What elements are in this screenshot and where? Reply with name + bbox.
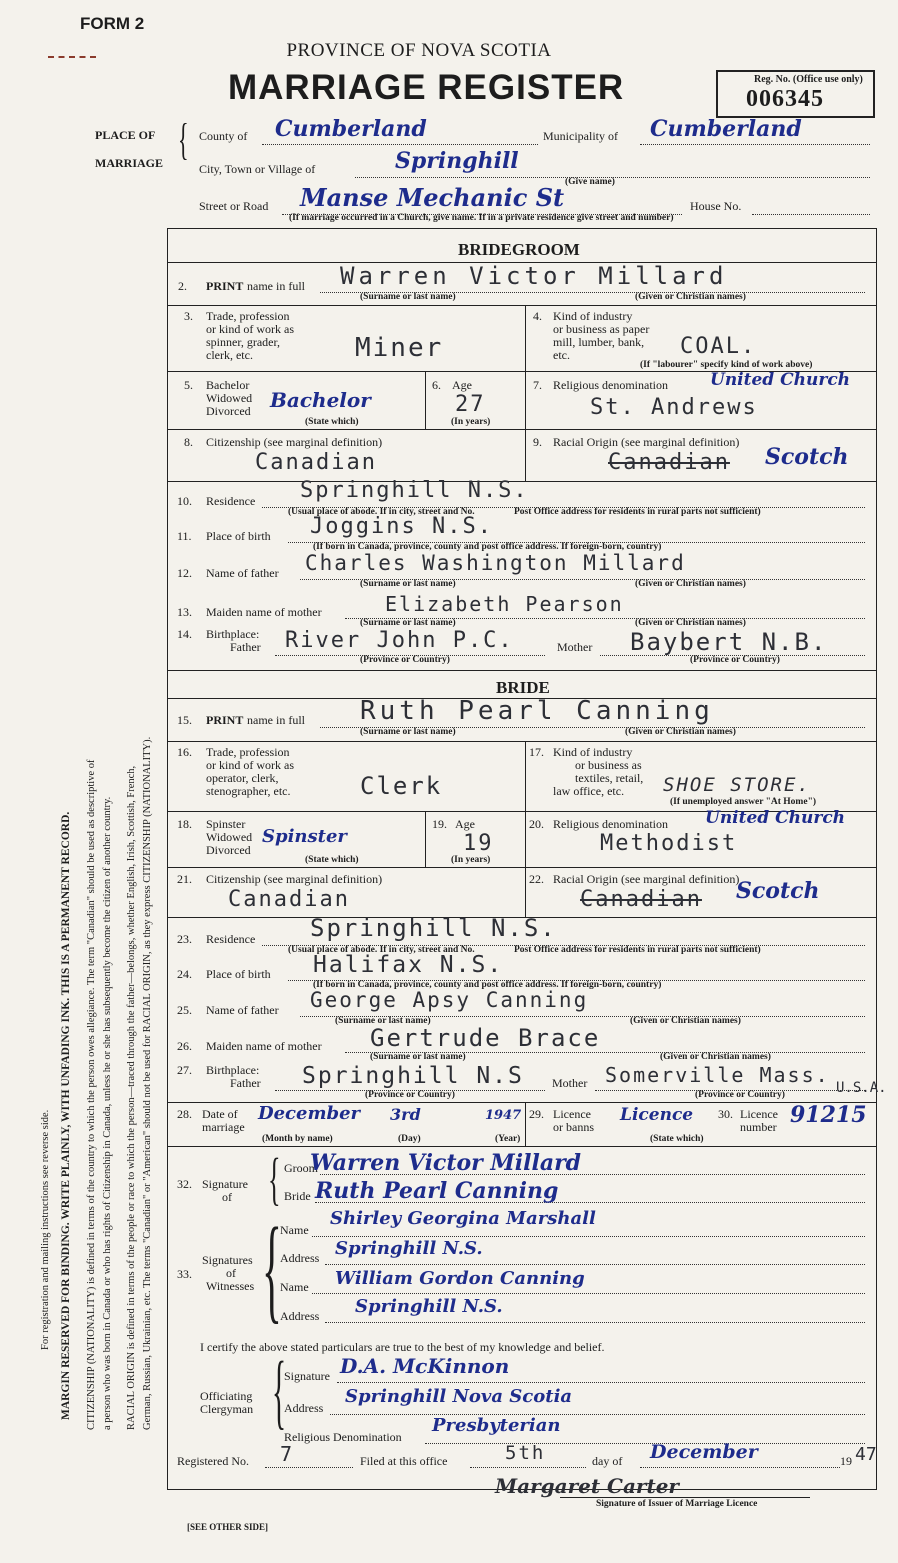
f28-number: 28. [177, 1107, 192, 1121]
groom-signature: Warren Victor Millard [310, 1150, 582, 1176]
day-caption: (Day) [398, 1134, 421, 1144]
f18-label-1: Spinster [206, 817, 246, 831]
margin-citizenship-2: a person who was born in Canada or who has rights of Citizenship in Canada, unless he or she has subsequently become the citizen of another country. [102, 796, 113, 1430]
clergy-label-2: Clergyman [200, 1402, 254, 1416]
f18-label-3: Divorced [206, 843, 251, 857]
street-value: Manse Mechanic St [300, 183, 565, 212]
f30-label-2: number [740, 1120, 777, 1134]
bride-origin: Scotch [736, 878, 820, 904]
f29-label-2: or banns [553, 1120, 594, 1134]
marriage-day: 3rd [390, 1105, 421, 1124]
f5-label-2: Widowed [206, 391, 253, 405]
clergy-denomination-label: Religious Denomination [284, 1430, 402, 1444]
f16-label-3: operator, clerk, [206, 771, 279, 785]
page-title: MARRIAGE REGISTER [228, 68, 625, 107]
give-name-caption: (Give name) [565, 177, 615, 187]
bride-given-caption: (Given or Christian names) [625, 727, 736, 737]
filed-year-prefix: 19 [840, 1454, 852, 1468]
f3-label-3: spinner, grader, [206, 335, 281, 349]
day-of-label: day of [592, 1454, 623, 1468]
groom-status: Bachelor [270, 388, 371, 412]
f9-number: 9. [533, 435, 542, 449]
f15-number: 15. [177, 713, 192, 727]
groom-father: Charles Washington Millard [305, 551, 686, 575]
issuer-signature: Margaret Carter [495, 1474, 679, 1498]
bride-mother-country: U.S.A. [836, 1080, 887, 1096]
w1-address-label: Address [280, 1251, 320, 1265]
filed-year: 47 [855, 1444, 877, 1465]
f10-number: 10. [177, 494, 192, 508]
f13-number: 13. [177, 605, 192, 619]
clergy-signature: D.A. McKinnon [340, 1354, 510, 1378]
f8-label: Citizenship (see marginal definition) [206, 435, 383, 449]
f8-number: 8. [184, 435, 193, 449]
f17-label-4: law office, etc. [553, 784, 625, 798]
year-caption: (Year) [495, 1134, 521, 1144]
groom-father-surname-caption: (Surname or last name) [360, 579, 456, 589]
bride-mother-surname-caption: (Surname or last name) [370, 1052, 466, 1062]
witness-brace: { [262, 1203, 282, 1334]
f17-label-2: or business as [575, 758, 642, 772]
f2-label-bold: PRINT [206, 279, 244, 293]
bride-denomination: Methodist [600, 831, 738, 856]
f4-number: 4. [533, 309, 542, 323]
f13-label: Maiden name of mother [206, 605, 322, 619]
margin-racial-2: German, Russian, Ukrainian, etc. The terms "Canadian" or "American" should not be used for RACIAL ORIGIN, as they express CITIZENSHIP (NATIONALITY). [142, 736, 153, 1430]
f17-number: 17. [529, 745, 544, 759]
clergy-address: Springhill Nova Scotia [345, 1386, 573, 1407]
bride-residence: Springhill N.S. [310, 914, 557, 942]
city-value: Springhill [395, 148, 519, 174]
groom-origin-struck: Canadian [608, 450, 730, 475]
f5-label-1: Bachelor [206, 378, 250, 392]
bride-po-caption: Post Office address for residents in rural parts not sufficient) [514, 945, 761, 955]
bride-mother-birthplace: Somerville Mass. [605, 1063, 830, 1087]
f32-label-1: Signature [202, 1177, 248, 1191]
f16-label-2: or kind of work as [206, 758, 294, 772]
f21-number: 21. [177, 872, 192, 886]
bride-mother-province-caption: (Province or Country) [695, 1090, 785, 1100]
bride-father-surname-caption: (Surname or last name) [335, 1016, 431, 1026]
groom-industry: COAL. [680, 334, 757, 359]
bride-mother: Gertrude Brace [370, 1024, 601, 1052]
bride-usual-caption: (Usual place of abode. If in city, street and No. [288, 945, 475, 955]
f28-label-2: marriage [202, 1120, 245, 1134]
groom-mother-surname-caption: (Surname or last name) [360, 618, 456, 628]
f14-label-2: Father [230, 640, 261, 654]
bride-born-caption: (If born in Canada, province, county and post office address. If foreign-born, country) [313, 980, 662, 990]
f14-number: 14. [177, 627, 192, 641]
f33-label-1: Signatures [202, 1253, 253, 1267]
filed-day: 5th [505, 1442, 546, 1464]
f28-label-1: Date of [202, 1107, 238, 1121]
see-other-side: [SEE OTHER SIDE] [187, 1522, 269, 1532]
f25-number: 25. [177, 1003, 192, 1017]
bride-state-which: (State which) [305, 855, 359, 865]
f24-number: 24. [177, 967, 192, 981]
bride-citizenship: Canadian [228, 887, 350, 912]
f12-number: 12. [177, 566, 192, 580]
f26-number: 26. [177, 1039, 192, 1053]
bride-industry: SHOE STORE. [663, 774, 811, 796]
w1-name-label: Name [280, 1223, 309, 1237]
f27-label-2: Father [230, 1076, 261, 1090]
marriage-year: 1947 [485, 1108, 522, 1123]
groom-mother-given-caption: (Given or Christian names) [635, 618, 746, 628]
f33-label-3: Witnesses [206, 1279, 255, 1293]
county-label: County of [199, 129, 248, 143]
margin-binding-notice: MARGIN RESERVED FOR BINDING. WRITE PLAINLY, WITH UNFADING INK. THIS IS A PERMANENT RECORD. [60, 811, 72, 1420]
f30-number: 30. [718, 1107, 733, 1121]
place-label-1: PLACE OF [95, 128, 156, 142]
f5-number: 5. [184, 378, 193, 392]
f25-label: Name of father [206, 1003, 279, 1017]
bride-origin-struck: Canadian [580, 887, 702, 912]
f18-number: 18. [177, 817, 192, 831]
f3-label-1: Trade, profession [206, 309, 290, 323]
groom-residence: Springhill N.S. [300, 478, 529, 503]
groom-mother-province-caption: (Province or Country) [690, 655, 780, 665]
margin-racial-1: RACIAL ORIGIN is defined in terms of the people or race to which the person—traced through the father—belongs, whether English, Irish, Scottish, French, [126, 765, 137, 1430]
clergy-sig-label: Signature [284, 1369, 330, 1383]
bride-status: Spinster [262, 826, 347, 847]
f26-label: Maiden name of mother [206, 1039, 322, 1053]
certify-statement: I certify the above stated particulars are true to the best of my knowledge and belief. [200, 1340, 605, 1354]
groom-father-birthplace: River John P.C. [285, 628, 514, 653]
f14-mother-label: Mother [557, 640, 593, 654]
f17-label-1: Kind of industry [553, 745, 633, 759]
bride-name: Ruth Pearl Canning [360, 696, 714, 726]
bride-birthplace: Halifax N.S. [313, 952, 504, 978]
f27-number: 27. [177, 1063, 192, 1077]
f6-label: Age [452, 378, 472, 392]
bride-father-province-caption: (Province or Country) [365, 1090, 455, 1100]
groom-origin: Scotch [765, 444, 849, 470]
f5-label-3: Divorced [206, 404, 251, 418]
groom-denomination-ink: United Church [710, 370, 851, 390]
groom-usual-caption: (Usual place of abode. If in city, street and No. [288, 507, 475, 517]
f32-number: 32. [177, 1177, 192, 1191]
f27-mother-label: Mother [552, 1076, 588, 1090]
f14-label-1: Birthplace: [206, 627, 260, 641]
f27-label-1: Birthplace: [206, 1063, 260, 1077]
bride-father-birthplace: Springhill N.S [302, 1063, 524, 1089]
licence-state-which: (State which) [650, 1134, 704, 1144]
form-number: FORM 2 [80, 14, 145, 33]
f29-label-1: Licence [553, 1107, 591, 1121]
bride-father-given-caption: (Given or Christian names) [630, 1016, 741, 1026]
f9-label: Racial Origin (see marginal definition) [553, 435, 740, 449]
f10-label: Residence [206, 494, 256, 508]
witness-2-address: Springhill N.S. [355, 1296, 503, 1317]
licence-type: Licence [620, 1105, 694, 1125]
clergy-address-label: Address [284, 1401, 324, 1415]
witness-1-address: Springhill N.S. [335, 1238, 483, 1259]
f7-label: Religious denomination [553, 378, 668, 392]
signature-brace: { [268, 1146, 281, 1211]
f24-label: Place of birth [206, 967, 271, 981]
labourer-caption: (If "labourer" specify kind of work above) [640, 360, 813, 370]
city-label: City, Town or Village of [199, 162, 316, 176]
f4-label-3: mill, lumber, bank, [553, 335, 645, 349]
licence-number: 91215 [790, 1102, 867, 1128]
province-heading: PROVINCE OF NOVA SCOTIA [286, 40, 552, 61]
filed-label: Filed at this office [360, 1454, 448, 1468]
f3-number: 3. [184, 309, 193, 323]
issuer-caption: Signature of Issuer of Marriage Licence [596, 1499, 758, 1509]
groom-age: 27 [455, 392, 486, 417]
witness-1-name: Shirley Georgina Marshall [330, 1208, 596, 1229]
house-label: House No. [690, 199, 742, 213]
f11-number: 11. [177, 529, 192, 543]
f15-label: name in full [247, 713, 305, 727]
bride-age: 19 [463, 831, 494, 856]
w2-address-label: Address [280, 1309, 320, 1323]
bride-denomination-ink: United Church [705, 808, 846, 828]
f30-label-1: Licence [740, 1107, 778, 1121]
f20-label: Religious denomination [553, 817, 668, 831]
f6-number: 6. [432, 378, 441, 392]
f2-number: 2. [178, 279, 187, 293]
groom-father-province-caption: (Province or Country) [360, 655, 450, 665]
groom-in-years: (In years) [451, 417, 491, 427]
clergy-brace: { [272, 1345, 287, 1438]
f7-number: 7. [533, 378, 542, 392]
groom-mother-birthplace: Baybert N.B. [630, 628, 828, 656]
church-note: (If marriage occurred in a Church, give name. If in a private residence give street and number) [289, 213, 674, 223]
f18-label-2: Widowed [206, 830, 253, 844]
groom-name: Warren Victor Millard [340, 262, 728, 290]
groom-state-which: (State which) [305, 417, 359, 427]
witness-2-name: William Gordon Canning [335, 1268, 585, 1289]
bride-heading: BRIDE [496, 678, 550, 697]
bride-sig-label: Bride [284, 1189, 311, 1203]
groom-denomination: St. Andrews [590, 395, 758, 420]
groom-mother: Elizabeth Pearson [385, 592, 624, 616]
reg-number: 006345 [746, 86, 824, 112]
groom-po-caption: Post Office address for residents in rural parts not sufficient) [514, 507, 761, 517]
f19-label: Age [455, 817, 475, 831]
clergy-label-1: Officiating [200, 1389, 253, 1403]
margin-citizenship-1: CITIZENSHIP (NATIONALITY) is defined in terms of the country to which the person owes allegiance. The term "Canadian" should be used as descriptive of [86, 759, 97, 1430]
f16-label-1: Trade, profession [206, 745, 290, 759]
f16-number: 16. [177, 745, 192, 759]
marriage-month: December [258, 1103, 361, 1124]
f17-label-3: textiles, retail, [575, 771, 644, 785]
f21-label: Citizenship (see marginal definition) [206, 872, 383, 886]
f20-number: 20. [529, 817, 544, 831]
groom-given-caption: (Given or Christian names) [635, 292, 746, 302]
groom-citizenship: Canadian [255, 450, 377, 475]
f12-label: Name of father [206, 566, 279, 580]
f22-number: 22. [529, 872, 544, 886]
bride-surname-caption: (Surname or last name) [360, 727, 456, 737]
municipality-label: Municipality of [543, 129, 618, 143]
f22-label: Racial Origin (see marginal definition) [553, 872, 740, 886]
place-label-2: MARRIAGE [95, 156, 163, 170]
f19-number: 19. [432, 817, 447, 831]
f4-label-4: etc. [553, 348, 570, 362]
f15-label-bold: PRINT [206, 713, 244, 727]
f3-label-4: clerk, etc. [206, 348, 253, 362]
f16-label-4: stenographer, etc. [206, 784, 291, 798]
registered-number: 7 [280, 1442, 295, 1466]
f2-label: name in full [247, 279, 305, 293]
county-value: Cumberland [275, 116, 427, 142]
f33-label-2: of [226, 1266, 236, 1280]
bride-signature: Ruth Pearl Canning [315, 1178, 559, 1204]
f11-label: Place of birth [206, 529, 271, 543]
clergy-denomination: Presbyterian [432, 1415, 561, 1436]
groom-surname-caption: (Surname or last name) [360, 292, 456, 302]
groom-sig-label: Groom [284, 1161, 318, 1175]
reg-number-label: Reg. No. (Office use only) [754, 74, 863, 85]
margin-instructions: For registration and mailing instructions see reverse side. [40, 1109, 51, 1350]
f29-number: 29. [529, 1107, 544, 1121]
groom-birthplace: Joggins N.S. [310, 514, 493, 539]
bride-in-years: (In years) [451, 855, 491, 865]
at-home-caption: (If unemployed answer "At Home") [670, 797, 817, 807]
reg-number-box [716, 70, 875, 118]
groom-trade: Miner [355, 333, 444, 363]
groom-born-caption: (If born in Canada, province, county and post office address. If foreign-born, country) [313, 542, 662, 552]
filed-month: December [650, 1441, 758, 1463]
bridegroom-heading: BRIDEGROOM [458, 240, 580, 259]
municipality-value: Cumberland [650, 116, 802, 142]
month-caption: (Month by name) [262, 1134, 333, 1144]
place-brace: { [178, 115, 189, 164]
registered-label: Registered No. [177, 1454, 249, 1468]
f3-label-2: or kind of work as [206, 322, 294, 336]
groom-father-given-caption: (Given or Christian names) [635, 579, 746, 589]
bride-trade: Clerk [360, 772, 443, 800]
f32-label-2: of [222, 1190, 232, 1204]
f4-label-1: Kind of industry [553, 309, 633, 323]
street-label: Street or Road [199, 199, 269, 213]
bride-mother-given-caption: (Given or Christian names) [660, 1052, 771, 1062]
f23-number: 23. [177, 932, 192, 946]
w2-name-label: Name [280, 1280, 309, 1294]
f4-label-2: or business as paper [553, 322, 650, 336]
f33-number: 33. [177, 1267, 192, 1281]
f23-label: Residence [206, 932, 256, 946]
bride-father: George Apsy Canning [310, 988, 589, 1012]
